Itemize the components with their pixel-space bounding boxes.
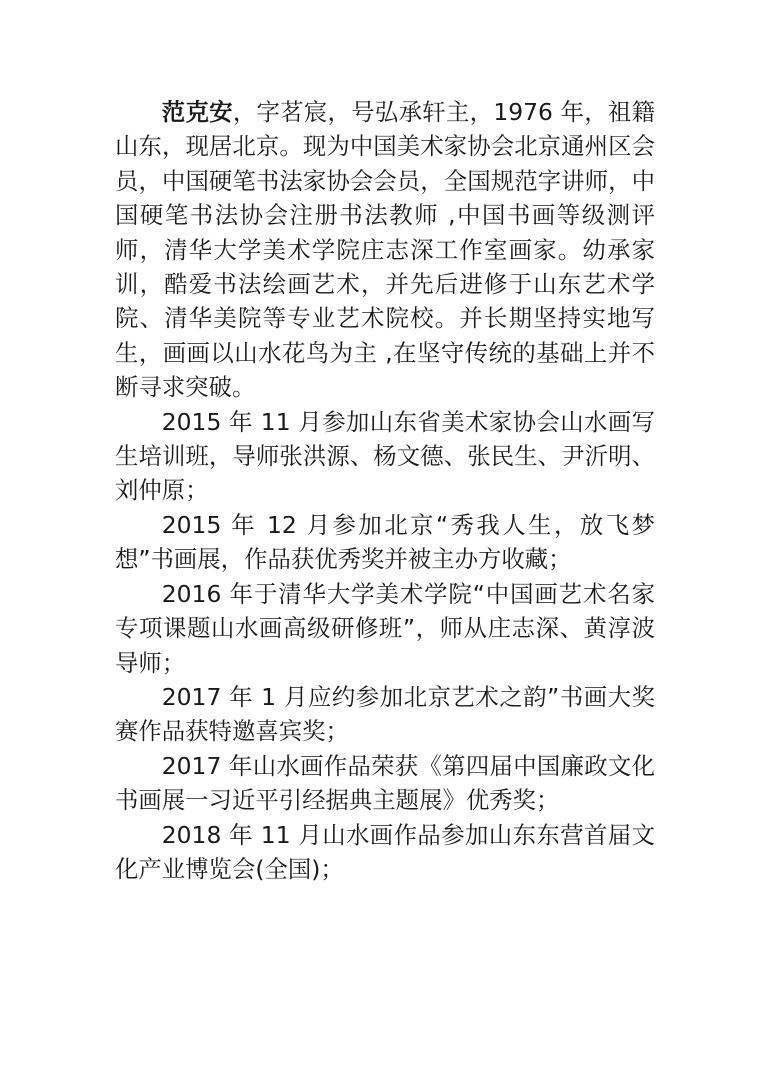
entry-2016: 2016 年于清华大学美术学院“中国画艺术名家专项课题山水画高级研修班”，师从庄志深、黄淳波导师；	[115, 579, 655, 677]
entry-2015-dec: 2015 年 12 月参加北京“秀我人生，放飞梦想”书画展，作品获优秀奖并被主办方收藏；	[115, 510, 655, 574]
document-body	[115, 95, 655, 886]
intro-text: ，字茗宸，号弘承轩主，1976 年，祖籍山东，现居北京。现为中国美术家协会北京通州区会员，中国硬笔书法家协会会员，全国规范字讲师，中国硬笔书法协会注册书法教师 ,中国书画等级测评师，清华大学美术学院庄志深工作室画家。幼承家训，酷爱书法绘画艺术，并先后进修于山东艺术学院、清华美院等专业艺术院校。并长期坚持实地写生，画画以山水花鸟为主 ,在坚守传统的基础上并不断寻求突破。	[115, 98, 656, 402]
entry-2017-jan: 2017 年 1 月应约参加北京艺术之韵”书画大奖赛作品获特邀喜宾奖；	[115, 682, 655, 746]
entry-2015-nov: 2015 年 11 月参加山东省美术家协会山水画写生培训班，导师张洪源、杨文德、张民生、尹沂明、刘仲原；	[115, 407, 655, 505]
intro-paragraph	[115, 95, 655, 405]
entry-2017: 2017 年山水画作品荣获《第四届中国廉政文化书画展一习近平引经据典主题展》优秀奖；	[115, 751, 655, 815]
entry-2018-nov: 2018 年 11 月山水画作品参加山东东营首届文化产业博览会(全国)；	[115, 820, 655, 883]
artist-name: 范克安	[161, 98, 233, 126]
